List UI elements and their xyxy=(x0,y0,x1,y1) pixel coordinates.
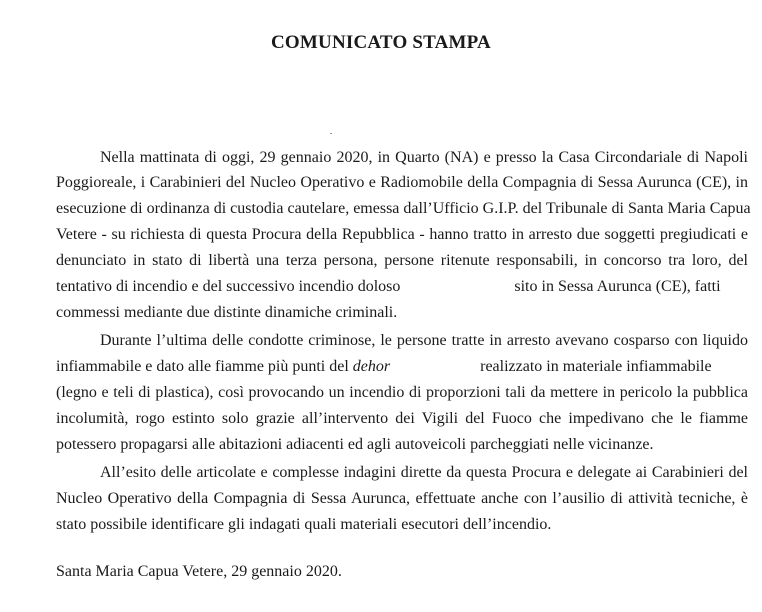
paragraph-2-line-2 xyxy=(56,357,748,377)
paragraph-3-line-3: stato possibile identificare gli indagati quali materiali esecutori dell’incendio. xyxy=(56,516,552,533)
date-line: Santa Maria Capua Vetere, 29 gennaio 2020. xyxy=(56,563,342,580)
paragraph-3-line-1: All’esito delle articolate e complesse indagini dirette da questa Procura e delegate ai Carabinieri del xyxy=(100,464,748,481)
paragraph-2-line-4: incolumità, rogo estinto solo grazie all’intervento dei Vigili del Fuoco che impedivano che le fiamme xyxy=(56,410,748,427)
paragraph-1-line-3: esecuzione di ordinanza di custodia cautelare, emessa dall’Ufficio G.I.P. del Tribunale di Santa Maria Capua xyxy=(56,200,751,217)
line-6-end: sito in Sessa Aurunca (CE), fatti xyxy=(514,278,721,295)
paragraph-1-line-5: denunciato in stato di libertà una terza persona, persone ritenute responsabili, in concorso tra loro, del xyxy=(56,252,748,269)
paragraph-1-line-1: Nella mattinata di oggi, 29 gennaio 2020, in Quarto (NA) e presso la Casa Circondariale di Napoli xyxy=(100,149,748,166)
scan-speck xyxy=(330,133,332,134)
line-2-end: realizzato in materiale infiammabile xyxy=(480,358,712,375)
paragraph-2-line-1: Durante l’ultima delle condotte criminose, le persone tratte in arresto avevano cosparso con liquido xyxy=(100,332,748,349)
document-title: COMUNICATO STAMPA xyxy=(271,32,491,53)
paragraph-1-line-7: commessi mediante due distinte dinamiche criminali. xyxy=(56,304,398,321)
paragraph-1-line-6 xyxy=(56,277,748,297)
paragraph-3-line-2: Nucleo Operativo della Compagnia di Sessa Aurunca, effettuate anche con l’ausilio di attività tecniche, è xyxy=(56,490,748,507)
paragraph-1-line-2: Poggioreale, i Carabinieri del Nucleo Operativo e Radiomobile della Compagnia di Sessa Aurunca (CE), in xyxy=(56,174,748,191)
line-6-start: tentativo di incendio e del successivo incendio doloso xyxy=(56,278,401,295)
line-2-start: infiammabile e dato alle fiamme più punti del xyxy=(56,358,349,375)
dehor-word: dehor xyxy=(352,358,391,375)
paragraph-2-line-5: potessero propagarsi alle abitazioni adiacenti ed agli autoveicoli parcheggiati nelle vicinanze. xyxy=(56,436,654,453)
paragraph-1-line-4: Vetere - su richiesta di questa Procura della Repubblica - hanno tratto in arresto due soggetti pregiudicati e xyxy=(56,226,748,243)
paragraph-2-line-3: (legno e teli di plastica), così provocando un incendio di proporzioni tali da mettere in pericolo la pubblica xyxy=(56,384,748,401)
